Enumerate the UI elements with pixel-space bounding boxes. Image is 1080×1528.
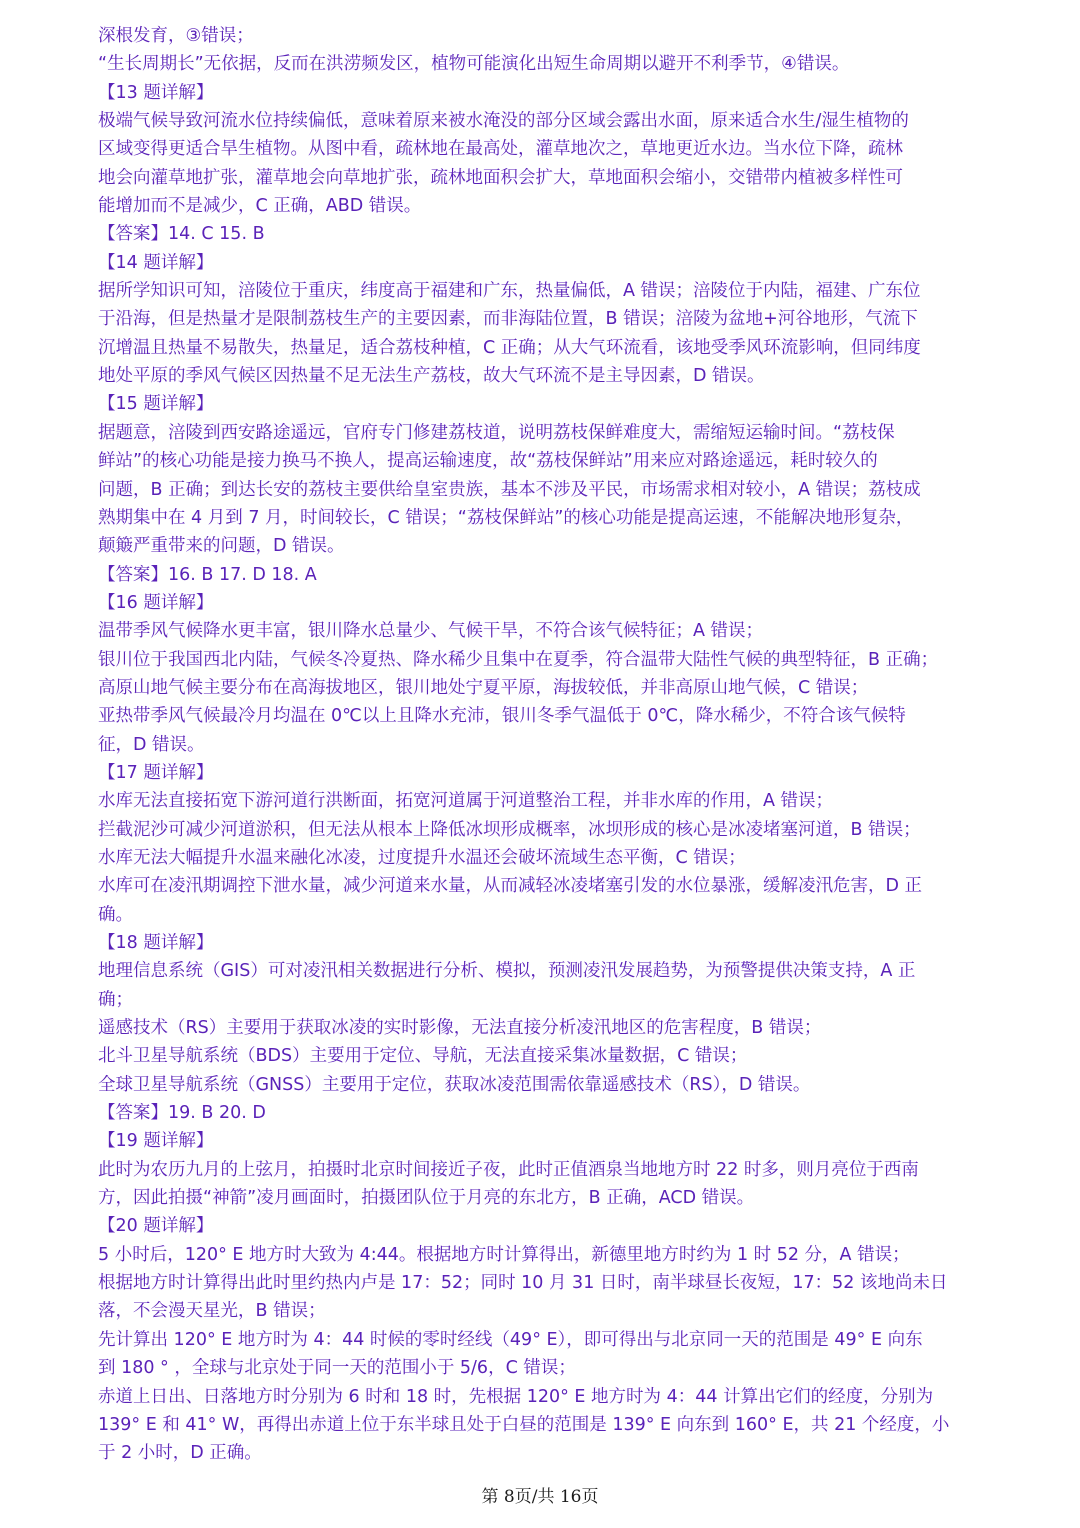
text-line: 于 2 小时，D 正确。 [98,1443,262,1464]
text-line: 沉增温且热量不易散失，热量足，适合荔枝种植，C 正确；从大气环流看，该地受季风环流影响，但同纬度 [98,337,921,358]
text-line: 此时为农历九月的上弦月，拍摄时北京时间接近子夜，此时正值酒泉当地地方时 22 时多，则月亮位于西南 [98,1159,919,1180]
answer-explanation-body [98,22,988,1468]
text-line: 高原山地气候主要分布在高海拔地区，银川地处宁夏平原，海拔较低，并非高原山地气候，C 错误； [98,677,869,698]
text-line: 银川位于我国西北内陆，气候冬冷夏热、降水稀少且集中在夏季，符合温带大陆性气候的典型特征，B 正确； [98,649,939,670]
section-heading: 【答案】16. B 17. D 18. A [98,564,317,585]
text-line: 极端气候导致河流水位持续偏低，意味着原来被水淹没的部分区域会露出水面，原来适合水生/湿生植物的 [98,111,909,132]
section-heading: 【13 题详解】 [98,82,214,103]
text-line: 先计算出 120° E 地方时为 4：44 时候的零时经线（49° E），即可得出与北京同一天的范围是 49° E 向东 [98,1329,923,1350]
text-line: 地处平原的季风气候区因热量不足无法生产荔枝，故大气环流不是主导因素，D 错误。 [98,366,765,387]
text-line: 全球卫星导航系统（GNSS）主要用于定位，获取冰凌范围需依靠遥感技术（RS），D 错误。 [98,1074,811,1095]
text-line: 亚热带季风气候最冷月均温在 0℃以上且降水充沛，银川冬季气温低于 0℃，降水稀少，不符合该气候特 [98,706,906,727]
text-line: 确。 [98,904,133,925]
section-heading: 【答案】19. B 20. D [98,1103,266,1124]
text-line: 据题意，涪陵到西安路途遥远，官府专门修建荔枝道，说明荔枝保鲜难度大，需缩短运输时间。“荔枝保 [98,422,895,443]
section-heading: 【答案】14. C 15. B [98,224,265,245]
text-line: 温带季风气候降水更丰富，银川降水总量少、气候干旱，不符合该气候特征；A 错误； [98,621,764,642]
text-line: 问题，B 正确；到达长安的荔枝主要供给皇室贵族，基本不涉及平民，市场需求相对较小，A 错误；荔枝成 [98,479,921,500]
text-line: 落，不会漫天星光，B 错误； [98,1301,326,1322]
section-heading: 【18 题详解】 [98,933,214,953]
text-line: 确； [98,989,133,1010]
text-line: 能增加而不是减少，C 正确，ABD 错误。 [98,196,422,217]
page-footer: 第 8页/共 16页 [481,1487,599,1507]
text-line: 颠簸严重带来的问题，D 错误。 [98,536,345,557]
section-heading: 【19 题详解】 [98,1131,214,1152]
text-line: 熟期集中在 4 月到 7 月，时间较长，C 错误；“荔枝保鲜站”的核心功能是提高运速，不能解决地形复杂， [98,507,914,528]
text-line: 拦截泥沙可减少河道淤积，但无法从根本上降低冰坝形成概率，冰坝形成的核心是冰凌堵塞河道，B 错误； [98,819,921,840]
text-line: 据所学知识可知，涪陵位于重庆，纬度高于福建和广东，热量偏低，A 错误；涪陵位于内陆，福建、广东位 [98,281,921,302]
text-line: 到 180 ° ，全球与北京处于同一天的范围小于 5/6，C 错误； [98,1358,576,1379]
section-heading: 【15 题详解】 [98,394,214,415]
text-line: 水库可在凌汛期调控下泄水量，减少河道来水量，从而减轻冰凌堵塞引发的水位暴涨，缓解凌汛危害，D 正 [98,876,923,897]
text-line: 鲜站”的核心功能是接力换马不换人，提高运输速度，故“荔枝保鲜站”用来应对路途遥远，耗时较久的 [98,451,878,472]
text-line: 根据地方时计算得出此时里约热内卢是 17：52；同时 10 月 31 日时，南半球昼长夜短，17：52 该地尚未日 [98,1273,948,1294]
text-line: 方，因此拍摄“神箭”凌月画面时，拍摄团队位于月亮的东北方，B 正确，ACD 错误。 [98,1188,755,1209]
text-line: 水库无法大幅提升水温来融化冰凌，过度提升水温还会破坏流域生态平衡，C 错误； [98,847,746,868]
text-line: 区域变得更适合旱生植物。从图中看，疏林地在最高处，灌草地次之，草地更近水边。当水位下降，疏林 [98,139,903,160]
text-line: “生长周期长”无依据，反而在洪涝频发区，植物可能演化出短生命周期以避开不利季节，④错误。 [98,54,850,75]
text-line: 北斗卫星导航系统（BDS）主要用于定位、导航，无法直接采集冰量数据，C 错误； [98,1046,748,1067]
text-line: 征，D 错误。 [98,734,205,755]
section-heading: 【20 题详解】 [98,1216,214,1237]
section-heading: 【16 题详解】 [98,592,214,613]
section-heading: 【14 题详解】 [98,252,214,273]
text-line: 水库无法直接拓宽下游河道行洪断面，拓宽河道属于河道整治工程，并非水库的作用，A 错误； [98,791,834,812]
text-line: 地会向灌草地扩张，灌草地会向草地扩张，疏林地面积会扩大，草地面积会缩小，交错带内植被多样性可 [98,167,903,188]
text-line: 遥感技术（RS）主要用于获取冰凌的实时影像，无法直接分析凌汛地区的危害程度，B 错误； [98,1018,822,1039]
text-line: 地理信息系统（GIS）可对凌汛相关数据进行分析、模拟，预测凌汛发展趋势，为预警提供决策支持，A 正 [98,961,916,982]
section-heading: 【17 题详解】 [98,762,214,783]
text-line: 于沿海，但是热量才是限制荔枝生产的主要因素，而非海陆位置，B 错误；涪陵为盆地+河谷地形，气流下 [98,309,918,330]
text-line: 赤道上日出、日落地方时分别为 6 时和 18 时，先根据 120° E 地方时为 4：44 计算出它们的经度，分别为 [98,1386,934,1407]
text-line: 139° E 和 41° W，再得出赤道上位于东半球且处于白昼的范围是 139° E 向东到 160° E，共 21 个经度，小 [98,1414,950,1435]
text-line: 深根发育，③错误； [98,26,254,46]
text-line: 5 小时后，120° E 地方时大致为 4:44。根据地方时计算得出，新德里地方时约为 1 时 52 分，A 错误； [98,1244,910,1265]
